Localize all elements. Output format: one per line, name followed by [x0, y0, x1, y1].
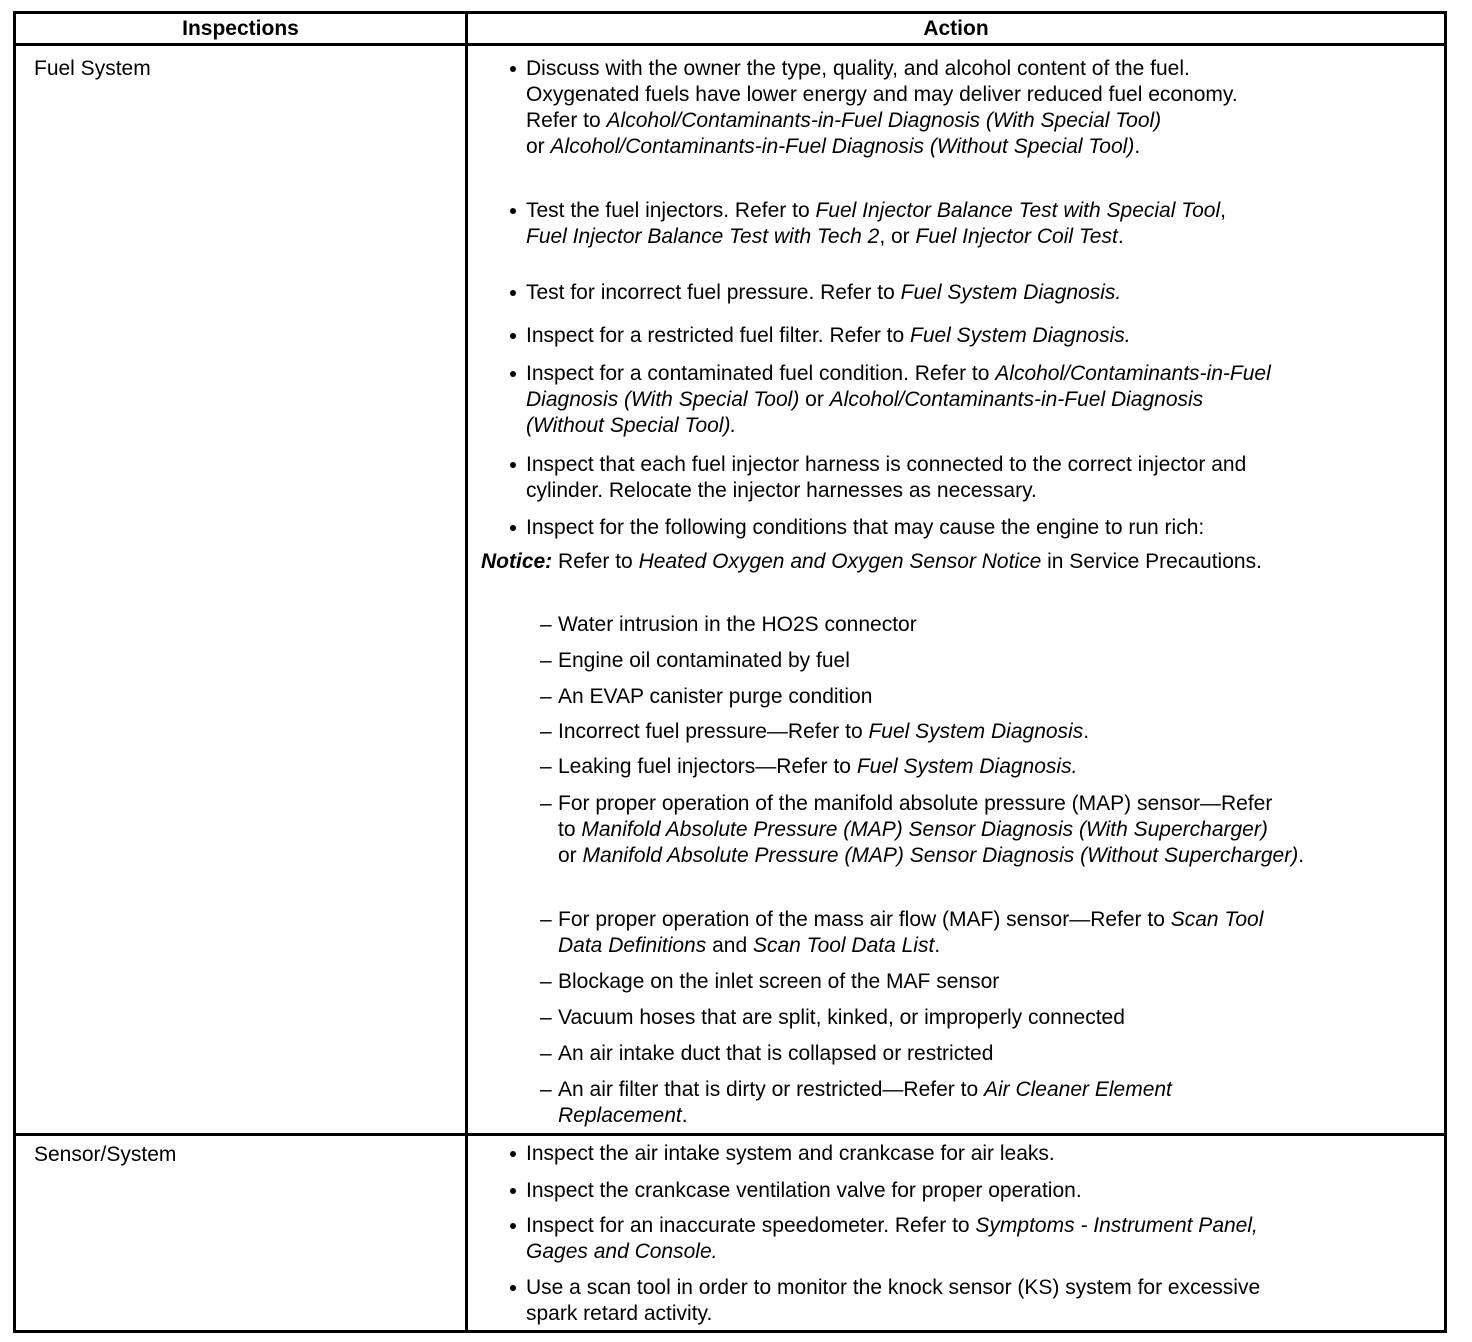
dash-icon: –	[540, 649, 552, 672]
bullet-icon	[510, 371, 516, 377]
text-line: Inspect for a contaminated fuel condition. Refer to Alcohol/Contaminants-in-Fuel	[526, 362, 1271, 385]
text-line: An EVAP canister purge condition	[558, 685, 873, 708]
bullet-icon	[510, 525, 516, 531]
text-line: Discuss with the owner the type, quality, and alcohol content of the fuel.	[526, 57, 1190, 80]
text-line: Gages and Console.	[526, 1240, 718, 1263]
header-inspections: Inspections	[182, 17, 299, 40]
dash-icon: –	[540, 1006, 552, 1029]
text-line: Blockage on the inlet screen of the MAF sensor	[558, 970, 1000, 993]
bullet-icon	[510, 290, 516, 296]
text-line: to Manifold Absolute Pressure (MAP) Sensor Diagnosis (With Supercharger)	[558, 818, 1268, 841]
text-line: Leaking fuel injectors—Refer to Fuel System Diagnosis.	[558, 755, 1078, 778]
text-line: spark retard activity.	[526, 1302, 713, 1325]
text-line: Inspect the air intake system and crankcase for air leaks.	[526, 1142, 1055, 1165]
text-line: or Alcohol/Contaminants-in-Fuel Diagnosis (Without Special Tool).	[526, 135, 1141, 158]
dash-icon: –	[540, 970, 552, 993]
text-line: Inspect the crankcase ventilation valve for proper operation.	[526, 1179, 1082, 1202]
text-line: (Without Special Tool).	[526, 414, 737, 437]
bullet-icon	[510, 1223, 516, 1229]
dash-icon: –	[540, 613, 552, 636]
bullet-icon	[510, 66, 516, 72]
bullet-icon	[510, 1188, 516, 1194]
text-line: Replacement.	[558, 1104, 688, 1127]
text-line: Test for incorrect fuel pressure. Refer to Fuel System Diagnosis.	[526, 281, 1122, 304]
text-line: Diagnosis (With Special Tool) or Alcohol/Contaminants-in-Fuel Diagnosis	[526, 388, 1204, 411]
text-line: Inspect for the following conditions that may cause the engine to run rich:	[526, 516, 1205, 539]
text-line: Refer to Alcohol/Contaminants-in-Fuel Diagnosis (With Special Tool)	[526, 109, 1162, 132]
inspection-sensor-system: Sensor/System	[34, 1143, 177, 1166]
text-line: Inspect for an inaccurate speedometer. Refer to Symptoms - Instrument Panel,	[526, 1214, 1258, 1237]
text-line: An air filter that is dirty or restricted—Refer to Air Cleaner Element	[558, 1078, 1172, 1101]
text-line: Oxygenated fuels have lower energy and may deliver reduced fuel economy.	[526, 83, 1238, 106]
header-action: Action	[923, 17, 989, 40]
dash-icon: –	[540, 755, 552, 778]
bullet-icon	[510, 1151, 516, 1157]
dash-icon: –	[540, 720, 552, 743]
text-line: For proper operation of the manifold absolute pressure (MAP) sensor—Refer	[558, 792, 1273, 815]
text-line: Use a scan tool in order to monitor the knock sensor (KS) system for excessive	[526, 1276, 1261, 1299]
bullet-icon	[510, 462, 516, 468]
inspection-fuel-system: Fuel System	[34, 57, 151, 80]
text-line: Incorrect fuel pressure—Refer to Fuel System Diagnosis.	[558, 720, 1090, 743]
dash-icon: –	[540, 685, 552, 708]
dash-icon: –	[540, 1042, 552, 1065]
text-line: Test the fuel injectors. Refer to Fuel Injector Balance Test with Special Tool,	[526, 199, 1226, 222]
text-line: Water intrusion in the HO2S connector	[558, 613, 917, 636]
bullet-icon	[510, 208, 516, 214]
table-header	[16, 14, 1444, 46]
text-line: Engine oil contaminated by fuel	[558, 649, 850, 672]
bullet-icon	[510, 1285, 516, 1291]
text-line: cylinder. Relocate the injector harnesses as necessary.	[526, 479, 1037, 502]
dash-icon: –	[540, 792, 552, 815]
bullet-icon	[510, 333, 516, 339]
inspection-table	[13, 11, 1447, 1333]
text-line: or Manifold Absolute Pressure (MAP) Sensor Diagnosis (Without Supercharger).	[558, 844, 1305, 867]
text-line: Notice: Refer to Heated Oxygen and Oxygen Sensor Notice in Service Precautions.	[481, 550, 1262, 573]
row-divider	[16, 1133, 1444, 1136]
text-line: Vacuum hoses that are split, kinked, or improperly connected	[558, 1006, 1125, 1029]
dash-icon: –	[540, 908, 552, 931]
dash-icon: –	[540, 1078, 552, 1101]
text-line: An air intake duct that is collapsed or restricted	[558, 1042, 994, 1065]
text-line: Inspect that each fuel injector harness is connected to the correct injector and	[526, 453, 1247, 476]
text-line: Inspect for a restricted fuel filter. Refer to Fuel System Diagnosis.	[526, 324, 1131, 347]
text-line: For proper operation of the mass air flow (MAF) sensor—Refer to Scan Tool	[558, 908, 1264, 931]
text-line: Fuel Injector Balance Test with Tech 2, or Fuel Injector Coil Test.	[526, 225, 1124, 248]
text-line: Data Definitions and Scan Tool Data List.	[558, 934, 941, 957]
